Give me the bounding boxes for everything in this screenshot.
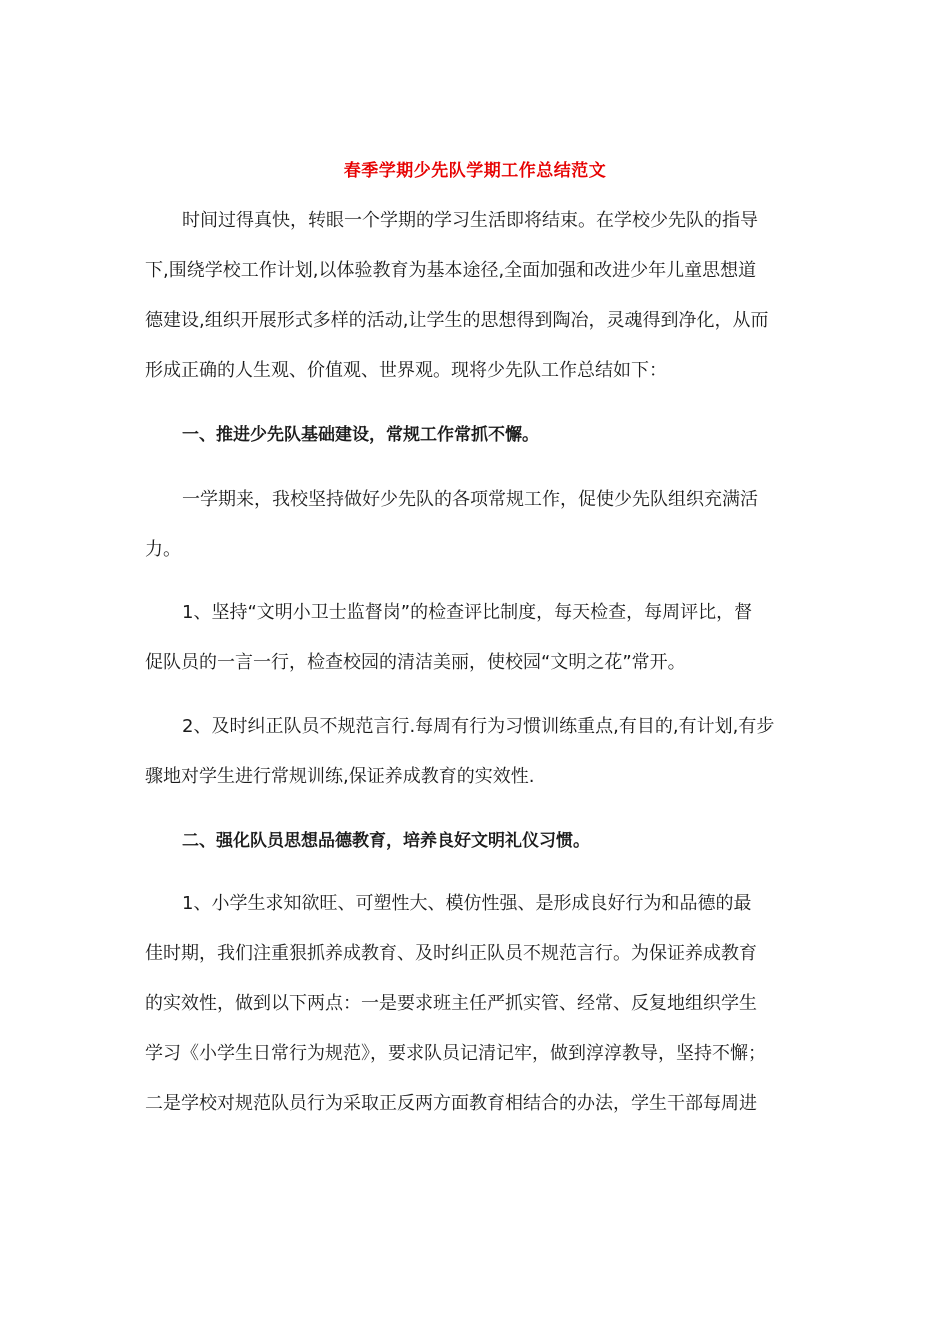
paragraph-line: 一学期来，我校坚持做好少先队的各项常规工作，促使少先队组织充满活 <box>182 489 758 510</box>
list-item-line: 促队员的一言一行，检查校园的清洁美丽，使校园“文明之花”常开。 <box>145 652 686 673</box>
intro-line: 形成正确的人生观、价值观、世界观。现将少先队工作总结如下： <box>145 360 667 381</box>
list-item-line: 学习《小学生日常行为规范》，要求队员记清记牢，做到淳淳教导，坚持不懈； <box>145 1043 766 1064</box>
section-heading-1: 一、推进少先队基础建设，常规工作常抓不懈。 <box>182 425 539 445</box>
list-item-line: 1、坚持“文明小卫士监督岗”的检查评比制度，每天检查，每周评比，督 <box>182 602 753 623</box>
intro-line: 德建设,组织开展形式多样的活动,让学生的思想得到陶冶，灵魂得到净化，从而 <box>145 310 769 331</box>
document-title: 春季学期少先队学期工作总结范文 <box>343 161 607 181</box>
list-item-line: 2、及时纠正队员不规范言行.每周有行为习惯训练重点,有目的,有计划,有步 <box>182 716 775 737</box>
list-item-line: 1、小学生求知欲旺、可塑性大、模仿性强、是形成良好行为和品德的最 <box>182 893 752 914</box>
list-item-line: 佳时期，我们注重狠抓养成教育、及时纠正队员不规范言行。为保证养成教育 <box>145 943 757 964</box>
intro-line: 下,围绕学校工作计划,以体验教育为基本途径,全面加强和改进少年儿童思想道 <box>145 260 757 281</box>
list-item-line: 的实效性，做到以下两点：一是要求班主任严抓实管、经常、反复地组织学生 <box>145 993 757 1014</box>
section-heading-2: 二、强化队员思想品德教育，培养良好文明礼仪习惯。 <box>182 831 590 851</box>
paragraph-line: 力。 <box>145 539 181 560</box>
list-item-line: 二是学校对规范队员行为采取正反两方面教育相结合的办法，学生干部每周进 <box>145 1093 757 1114</box>
list-item-line: 骤地对学生进行常规训练,保证养成教育的实效性. <box>145 766 535 787</box>
intro-line: 时间过得真快，转眼一个学期的学习生活即将结束。在学校少先队的指导 <box>182 210 758 231</box>
